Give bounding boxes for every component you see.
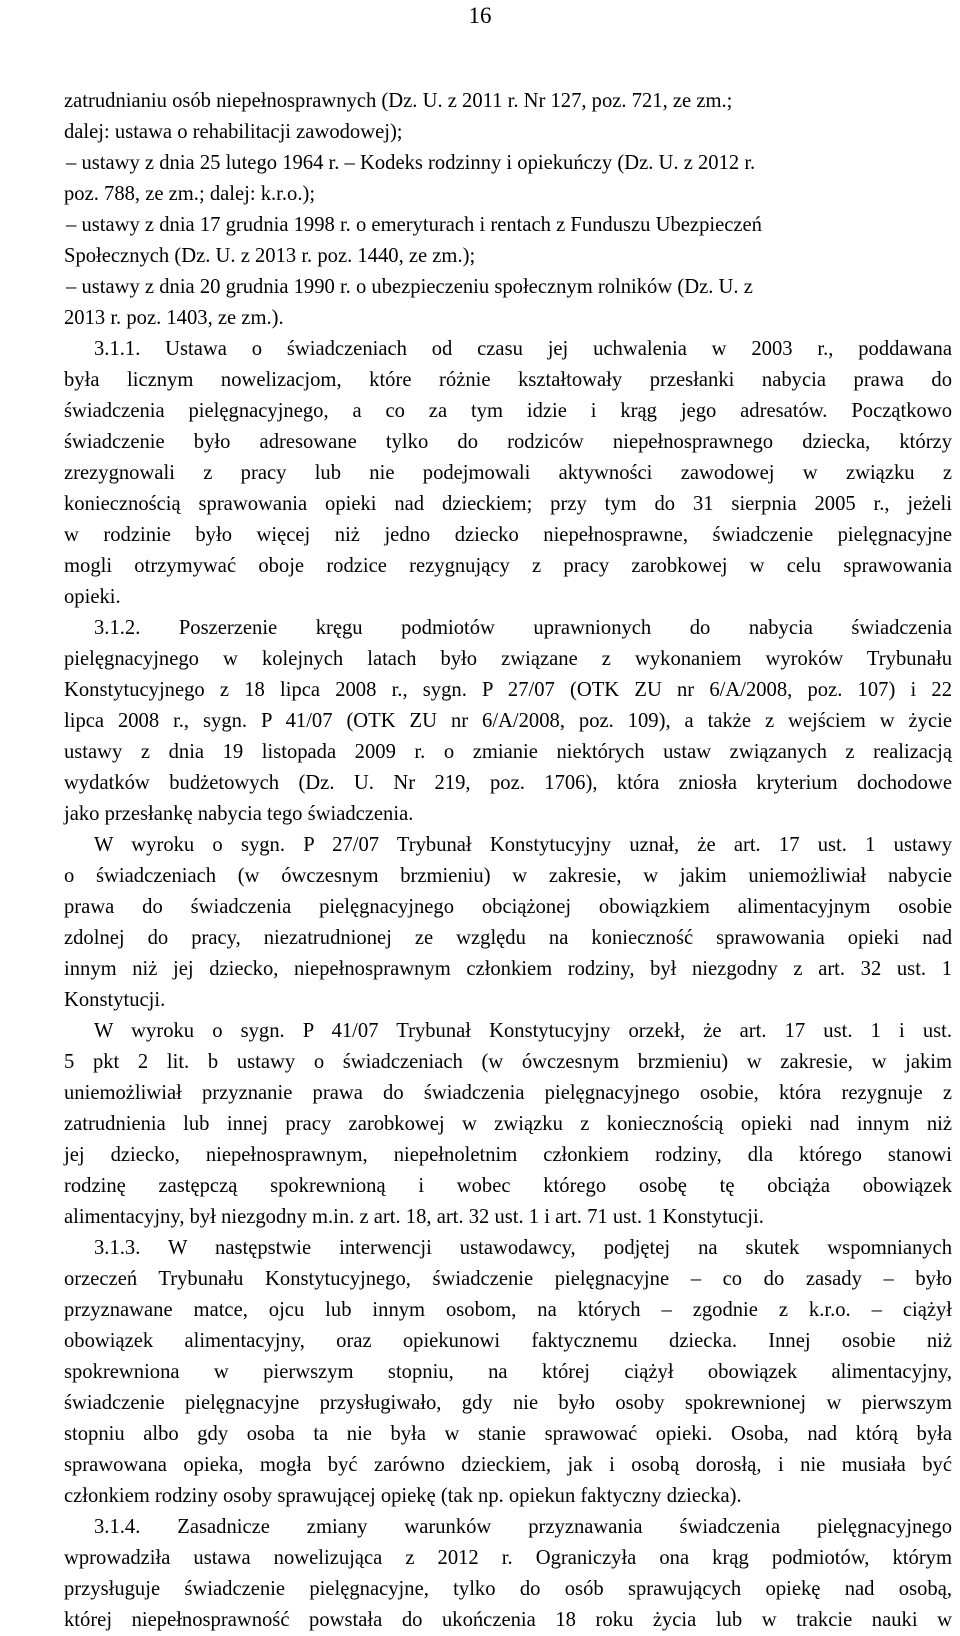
text-line: – ustawy z dnia 17 grudnia 1998 r. o emeryturach i rentach z Funduszu Ubezpieczeń bbox=[66, 214, 762, 236]
text-line: dalej: ustawa o rehabilitacji zawodowej); bbox=[64, 121, 403, 143]
text-line: 5 pkt 2 lit. b ustawy o świadczeniach (w ówczesnym brzmieniu) w zakresie, w jakim bbox=[64, 1051, 952, 1073]
text-line: świadczenie było adresowane tylko do rodziców niepełnosprawnego dziecka, którzy bbox=[64, 431, 952, 453]
text-line: ustawy z dnia 19 listopada 2009 r. o zmianie niektórych ustaw związanych z realizacją bbox=[64, 741, 952, 763]
text-line: orzeczeń Trybunału Konstytucyjnego, świadczenie pielęgnacyjne – co do zasady – było bbox=[64, 1268, 952, 1290]
text-line: stopniu albo gdy osoba ta nie była w stanie sprawować opieki. Osoba, nad którą była bbox=[64, 1423, 952, 1445]
text-line: zatrudnienia lub innej pracy zarobkowej w związku z koniecznością opieki nad innym niż bbox=[64, 1113, 952, 1135]
text-line: zrezygnowali z pracy lub nie podejmowali aktywności zawodowej w związku z bbox=[64, 462, 952, 484]
text-line: pielęgnacyjnego w kolejnych latach było związane z wykonaniem wyroków Trybunału bbox=[64, 648, 952, 670]
text-line: alimentacyjny, był niezgodny m.in. z art. 18, art. 32 ust. 1 i art. 71 ust. 1 Konstytucji. bbox=[64, 1206, 764, 1228]
text-line: zatrudnianiu osób niepełnosprawnych (Dz. U. z 2011 r. Nr 127, poz. 721, ze zm.; bbox=[64, 90, 733, 112]
text-line: – ustawy z dnia 20 grudnia 1990 r. o ubezpieczeniu społecznym rolników (Dz. U. z bbox=[66, 276, 753, 298]
text-line: której niepełnosprawność powstała do ukończenia 18 roku życia lub w trakcie nauki w bbox=[64, 1609, 952, 1631]
page-number: 16 bbox=[468, 3, 492, 28]
text-line: jako przesłankę nabycia tego świadczenia. bbox=[64, 803, 414, 825]
text-line: przysługuje świadczenie pielęgnacyjne, tylko do osób sprawujących opiekę nad osobą, bbox=[64, 1578, 952, 1600]
text-line: wydatków budżetowych (Dz. U. Nr 219, poz. 1706), która zniosła kryterium dochodowe bbox=[64, 772, 952, 794]
text-line: Społecznych (Dz. U. z 2013 r. poz. 1440, ze zm.); bbox=[64, 245, 476, 267]
text-line: W wyroku o sygn. P 27/07 Trybunał Konstytucyjny uznał, że art. 17 ust. 1 ustawy bbox=[94, 834, 952, 856]
text-line: sprawowana opieka, mogła być zarówno dzieckiem, jak i osobą dorosłą, i nie musiała być bbox=[64, 1454, 952, 1476]
text-line: 3.1.4. Zasadnicze zmiany warunków przyznawania świadczenia pielęgnacyjnego bbox=[94, 1516, 952, 1538]
text-line: 3.1.1. Ustawa o świadczeniach od czasu jej uchwalenia w 2003 r., poddawana bbox=[94, 338, 952, 360]
text-line: 2013 r. poz. 1403, ze zm.). bbox=[64, 307, 284, 329]
text-line: uniemożliwiał przyznanie prawa do świadczenia pielęgnacyjnego osobie, która rezygnuje z bbox=[64, 1082, 952, 1104]
text-line: przyznawane matce, ojcu lub innym osobom, na których – zgodnie z k.r.o. – ciążył bbox=[64, 1299, 952, 1321]
text-line: była licznym nowelizacjom, które różnie kształtowały przesłanki nabycia prawa do bbox=[64, 369, 952, 391]
text-line: świadczenie pielęgnacyjne przysługiwało, gdy nie było osoby spokrewnionej w pierwszym bbox=[64, 1392, 952, 1414]
text-line: zdolnej do pracy, niezatrudnionej ze względu na konieczność sprawowania opieki nad bbox=[64, 927, 952, 949]
text-line: jej dziecko, niepełnosprawnym, niepełnoletnim członkiem rodziny, dla którego stanowi bbox=[64, 1144, 952, 1166]
text-line: Konstytucji. bbox=[64, 989, 166, 1011]
text-line: obowiązek alimentacyjny, oraz opiekunowi faktycznemu dziecka. Innej osobie niż bbox=[64, 1330, 952, 1352]
text-line: spokrewniona w pierwszym stopniu, na której ciążył obowiązek alimentacyjny, bbox=[64, 1361, 952, 1383]
document-body bbox=[64, 86, 952, 1636]
text-line: – ustawy z dnia 25 lutego 1964 r. – Kodeks rodzinny i opiekuńczy (Dz. U. z 2012 r. bbox=[66, 152, 756, 174]
text-line: W wyroku o sygn. P 41/07 Trybunał Konstytucyjny orzekł, że art. 17 ust. 1 i ust. bbox=[94, 1020, 952, 1042]
text-line: świadczenia pielęgnacyjnego, a co za tym idzie i krąg jego adresatów. Początkowo bbox=[64, 400, 952, 422]
text-line: 3.1.3. W następstwie interwencji ustawodawcy, podjętej na skutek wspomnianych bbox=[94, 1237, 952, 1259]
text-line: o świadczeniach (w ówczesnym brzmieniu) w zakresie, w jakim uniemożliwiał nabycie bbox=[64, 865, 952, 887]
text-line: mogli otrzymywać oboje rodzice rezygnujący z pracy zarobkowej w celu sprawowania bbox=[64, 555, 952, 577]
text-line: opieki. bbox=[64, 586, 121, 608]
text-line: Konstytucyjnego z 18 lipca 2008 r., sygn. P 27/07 (OTK ZU nr 6/A/2008, poz. 107) i 22 bbox=[64, 679, 952, 701]
text-line: poz. 788, ze zm.; dalej: k.r.o.); bbox=[64, 183, 316, 205]
text-line: 3.1.2. Poszerzenie kręgu podmiotów uprawnionych do nabycia świadczenia bbox=[94, 617, 952, 639]
text-line: wprowadziła ustawa nowelizująca z 2012 r. Ograniczyła ona krąg podmiotów, którym bbox=[64, 1547, 952, 1569]
text-line: w rodzinie było więcej niż jedno dziecko niepełnosprawne, świadczenie pielęgnacyjne bbox=[64, 524, 952, 546]
text-line: rodzinę zastępczą spokrewnioną i wobec którego osobę tę obciąża obowiązek bbox=[64, 1175, 952, 1197]
text-line: koniecznością sprawowania opieki nad dzieckiem; przy tym do 31 sierpnia 2005 r., jeżeli bbox=[64, 493, 952, 515]
text-line: prawa do świadczenia pielęgnacyjnego obciążonej obowiązkiem alimentacyjnym osobie bbox=[64, 896, 952, 918]
text-line: innym niż jej dziecko, niepełnosprawnym członkiem rodziny, był niezgodny z art. 32 ust. 1 bbox=[64, 958, 952, 980]
text-line: członkiem rodziny osoby sprawującej opiekę (tak np. opiekun faktyczny dziecka). bbox=[64, 1485, 742, 1507]
text-line: lipca 2008 r., sygn. P 41/07 (OTK ZU nr 6/A/2008, poz. 109), a także z wejściem w życie bbox=[64, 710, 952, 732]
